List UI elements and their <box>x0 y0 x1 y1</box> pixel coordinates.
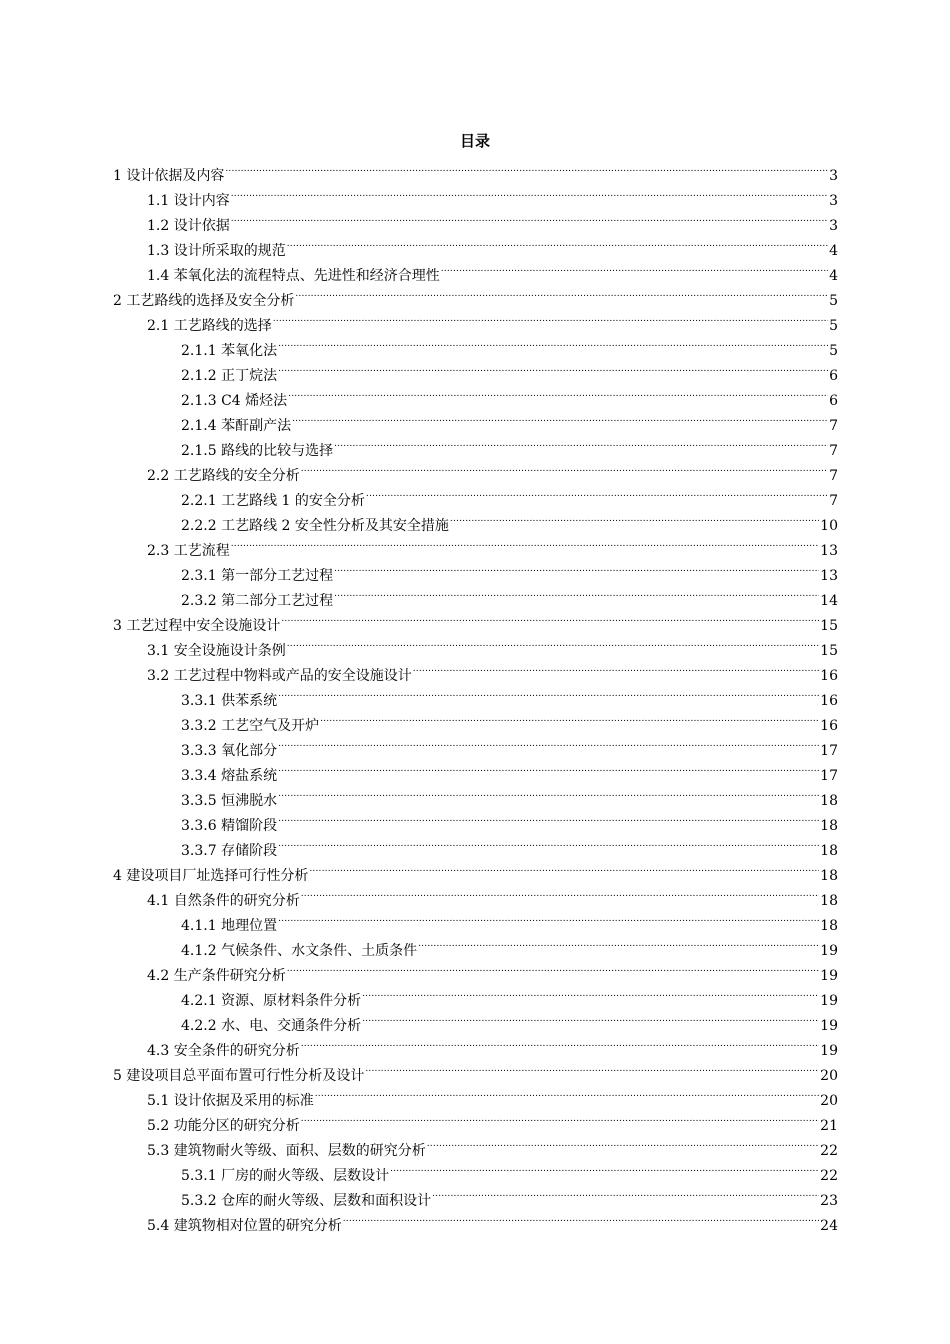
toc-entry-title: 3.3.3 氧化部分 <box>181 743 278 759</box>
toc-entry-page-number: 7 <box>829 443 838 459</box>
toc-entry-page-number: 19 <box>820 968 838 984</box>
toc-entry-page-number: 4 <box>829 268 838 284</box>
toc-entry-page-number: 19 <box>820 1018 838 1034</box>
toc-dot-leader <box>231 180 828 205</box>
toc-entry-page-number: 14 <box>820 593 838 609</box>
toc-dot-leader <box>278 680 819 705</box>
toc-dot-leader <box>301 455 828 480</box>
toc-dot-leader <box>315 1080 819 1105</box>
toc-entry-page-number: 21 <box>820 1118 838 1134</box>
toc-entry-title: 4.2.1 资源、原材料条件分析 <box>181 993 362 1009</box>
toc-entry-title: 5.4 建筑物相对位置的研究分析 <box>147 1218 342 1234</box>
toc-entry-page-number: 3 <box>829 168 838 184</box>
toc-dot-leader <box>287 630 819 655</box>
toc-entry-page-number: 16 <box>820 718 838 734</box>
toc-entry-title: 4.1.1 地理位置 <box>181 918 278 934</box>
toc-entry-title: 4.2.2 水、电、交通条件分析 <box>181 1018 362 1034</box>
toc-entry-title: 4 建设项目厂址选择可行性分析 <box>113 868 309 884</box>
toc-entry-title: 4.3 安全条件的研究分析 <box>147 1043 300 1059</box>
toc-dot-leader <box>362 980 819 1005</box>
toc-dot-leader <box>301 1030 819 1055</box>
toc-entry-page-number: 15 <box>820 618 838 634</box>
toc-dot-leader <box>288 380 828 405</box>
toc-entry-page-number: 4 <box>829 243 838 259</box>
toc-dot-leader <box>365 1055 819 1080</box>
toc-entry-page-number: 18 <box>820 918 838 934</box>
toc-entry-title: 1.4 苯氧化法的流程特点、先进性和经济合理性 <box>147 268 440 284</box>
toc-dot-leader <box>278 780 819 805</box>
toc-dot-leader <box>362 1005 819 1030</box>
toc-entry-title: 2.2 工艺路线的安全分析 <box>147 468 300 484</box>
toc-entry-title: 3.3.1 供苯系统 <box>181 693 278 709</box>
toc-entry-title: 1.1 设计内容 <box>147 193 230 209</box>
toc-entry-page-number: 5 <box>829 293 838 309</box>
toc-dot-leader <box>278 805 819 830</box>
toc-entry-title: 2.2.2 工艺路线 2 安全性分析及其安全措施 <box>181 518 449 534</box>
toc-entry-page-number: 7 <box>829 493 838 509</box>
toc-entry-title: 5.3 建筑物耐火等级、面积、层数的研究分析 <box>147 1143 426 1159</box>
toc-dot-leader <box>450 505 819 530</box>
table-of-contents <box>113 155 838 1234</box>
toc-entry-title: 3.3.5 恒沸脱水 <box>181 793 278 809</box>
toc-dot-leader <box>427 1130 819 1155</box>
toc-entry-title: 2.1.5 路线的比较与选择 <box>181 443 334 459</box>
toc-dot-leader <box>273 305 828 330</box>
toc-entry-title: 2.1 工艺路线的选择 <box>147 318 272 334</box>
toc-entry-title: 2.1.2 正丁烷法 <box>181 368 278 384</box>
toc-entry[interactable] <box>113 155 838 184</box>
toc-entry-page-number: 7 <box>829 468 838 484</box>
toc-entry-title: 3.2 工艺过程中物料或产品的安全设施设计 <box>147 668 412 684</box>
toc-entry-page-number: 18 <box>820 893 838 909</box>
toc-entry-page-number: 19 <box>820 1043 838 1059</box>
toc-entry-page-number: 17 <box>820 768 838 784</box>
toc-entry-title: 5.3.2 仓库的耐火等级、层数和面积设计 <box>181 1193 432 1209</box>
toc-entry-page-number: 3 <box>829 193 838 209</box>
toc-dot-leader <box>343 1205 819 1230</box>
toc-entry-title: 5.3.1 厂房的耐火等级、层数设计 <box>181 1168 390 1184</box>
toc-entry-title: 2.1.4 苯酐副产法 <box>181 418 292 434</box>
toc-entry-page-number: 16 <box>820 693 838 709</box>
toc-dot-leader <box>441 255 828 280</box>
toc-entry-page-number: 22 <box>820 1143 838 1159</box>
toc-entry-title: 1.2 设计依据 <box>147 218 230 234</box>
toc-entry-page-number: 7 <box>829 418 838 434</box>
toc-entry-page-number: 3 <box>829 218 838 234</box>
toc-entry-page-number: 5 <box>829 343 838 359</box>
toc-entry-title: 2.3.2 第二部分工艺过程 <box>181 593 334 609</box>
toc-entry-page-number: 24 <box>820 1218 838 1234</box>
toc-entry-page-number: 10 <box>820 518 838 534</box>
toc-dot-leader <box>278 330 828 355</box>
toc-entry-page-number: 6 <box>829 393 838 409</box>
toc-entry-page-number: 18 <box>820 818 838 834</box>
toc-entry-title: 5.2 功能分区的研究分析 <box>147 1118 300 1134</box>
toc-dot-leader <box>281 605 819 630</box>
toc-dot-leader <box>278 755 819 780</box>
toc-dot-leader <box>334 555 819 580</box>
toc-entry-page-number: 13 <box>820 568 838 584</box>
toc-title: 目录 <box>459 132 490 150</box>
toc-entry-title: 4.1 自然条件的研究分析 <box>147 893 300 909</box>
toc-entry-title: 1.3 设计所采取的规范 <box>147 243 286 259</box>
toc-dot-leader <box>292 405 828 430</box>
toc-entry-page-number: 6 <box>829 368 838 384</box>
toc-dot-leader <box>287 955 819 980</box>
toc-entry-title: 4.1.2 气候条件、水文条件、土质条件 <box>181 943 418 959</box>
toc-dot-leader <box>334 580 819 605</box>
toc-dot-leader <box>390 1155 819 1180</box>
toc-entry-title: 3.3.7 存储阶段 <box>181 843 278 859</box>
toc-entry-title: 5 建设项目总平面布置可行性分析及设计 <box>113 1068 365 1084</box>
toc-entry-title: 5.1 设计依据及采用的标准 <box>147 1093 314 1109</box>
toc-dot-leader <box>432 1180 819 1205</box>
toc-dot-leader <box>231 205 828 230</box>
toc-entry-page-number: 18 <box>820 868 838 884</box>
toc-entry-title: 2.2.1 工艺路线 1 的安全分析 <box>181 493 365 509</box>
toc-dot-leader <box>278 830 819 855</box>
toc-entry-title: 2.1.1 苯氧化法 <box>181 343 278 359</box>
toc-entry-page-number: 18 <box>820 793 838 809</box>
toc-entry-page-number: 19 <box>820 943 838 959</box>
toc-entry-title: 3.3.4 熔盐系统 <box>181 768 278 784</box>
toc-entry-page-number: 20 <box>820 1093 838 1109</box>
toc-entry-title: 2.3 工艺流程 <box>147 543 230 559</box>
toc-entry-title: 3.1 安全设施设计条例 <box>147 643 286 659</box>
toc-entry-page-number: 5 <box>829 318 838 334</box>
toc-entry-title: 2.1.3 C4 烯烃法 <box>181 393 288 409</box>
toc-entry-title: 1 设计依据及内容 <box>113 168 225 184</box>
toc-entry-page-number: 15 <box>820 643 838 659</box>
toc-dot-leader <box>309 855 819 880</box>
toc-dot-leader <box>278 905 819 930</box>
toc-dot-leader <box>301 1105 819 1130</box>
toc-dot-leader <box>278 355 828 380</box>
toc-dot-leader <box>418 930 819 955</box>
toc-dot-leader <box>278 730 819 755</box>
toc-dot-leader <box>366 480 828 505</box>
toc-entry-title: 3.3.6 精馏阶段 <box>181 818 278 834</box>
toc-entry-title: 3 工艺过程中安全设施设计 <box>113 618 281 634</box>
toc-entry-title: 4.2 生产条件研究分析 <box>147 968 286 984</box>
toc-entry-page-number: 22 <box>820 1168 838 1184</box>
toc-dot-leader <box>334 430 828 455</box>
toc-dot-leader <box>413 655 819 680</box>
toc-dot-leader <box>320 705 819 730</box>
toc-entry-page-number: 20 <box>820 1068 838 1084</box>
toc-dot-leader <box>225 155 828 180</box>
toc-entry-page-number: 16 <box>820 668 838 684</box>
toc-entry-title: 3.3.2 工艺空气及开炉 <box>181 718 320 734</box>
toc-dot-leader <box>301 880 819 905</box>
toc-entry-page-number: 13 <box>820 543 838 559</box>
toc-entry-page-number: 23 <box>820 1193 838 1209</box>
toc-entry-title: 2.3.1 第一部分工艺过程 <box>181 568 334 584</box>
toc-dot-leader <box>295 280 828 305</box>
toc-entry-page-number: 18 <box>820 843 838 859</box>
toc-dot-leader <box>287 230 828 255</box>
toc-dot-leader <box>231 530 819 555</box>
toc-entry-page-number: 17 <box>820 743 838 759</box>
toc-entry-title: 2 工艺路线的选择及安全分析 <box>113 293 295 309</box>
toc-entry-page-number: 19 <box>820 993 838 1009</box>
